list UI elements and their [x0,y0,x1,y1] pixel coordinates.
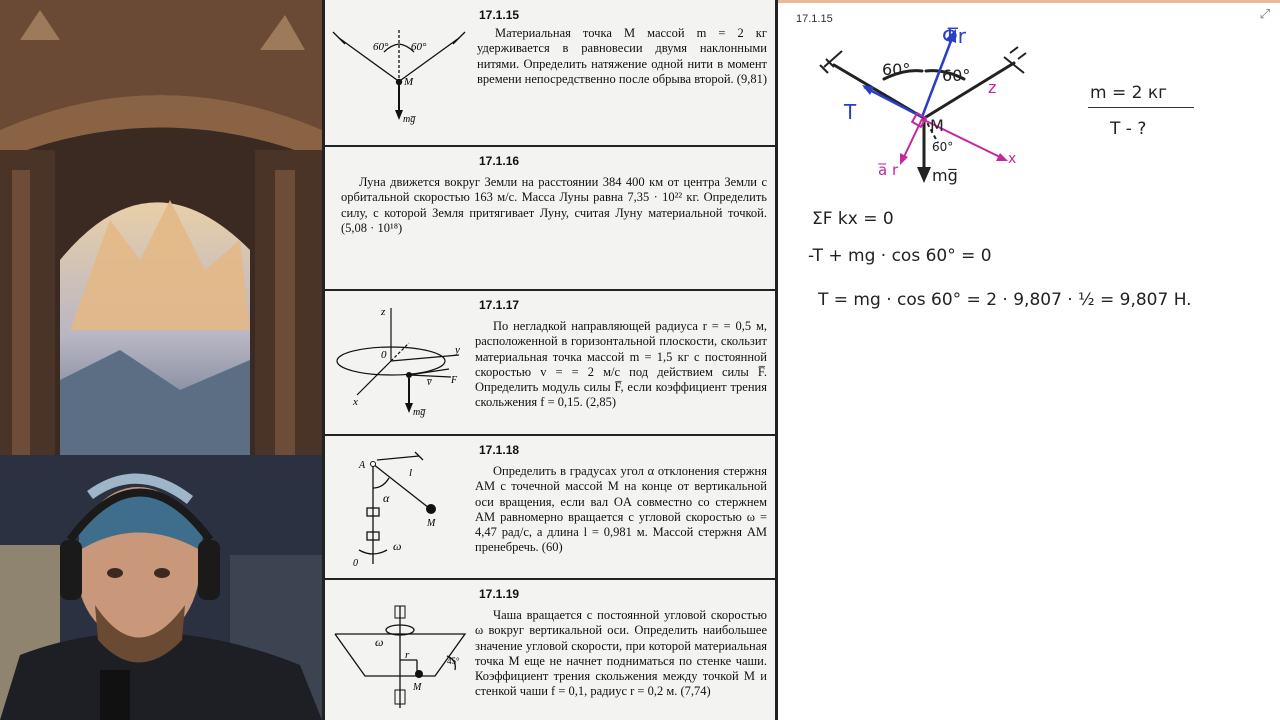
problem-number: 17.1.18 [479,443,520,457]
given-divider [1088,107,1194,108]
webcam-overlay [0,455,322,720]
velocity-label: v̅ [427,377,432,388]
problem-text: Материальная точка M массой m = 2 кг удерживается в равновесии двумя наклонными нитями. Определить натяжение одной нити в момент времени непосредственно после обрыва второй. (9,81) [477,26,767,86]
angle-label: 45° [447,656,460,666]
force-label: mg̅ [403,114,416,125]
figure-two-threads [329,30,469,130]
problem-text: Луна движется вокруг Земли на расстоянии 384 400 км от центра Земли с орбитальной скоростью 163 м/с. Масса Луны равна 7,35 · 10²² кг. Определить силу, с которой Земля притягивает Луну, считая Луну материальной точкой. (5,08 · 10¹⁸) [341,175,767,235]
problem-17-1-15 [325,0,775,147]
figure-rotating-rod [343,446,453,576]
equation-result: T = mg · cos 60° = 2 · 9,807 · ½ = 9,807 H. [818,290,1192,310]
problem-17-1-17 [325,291,775,436]
point-m-label: M [427,518,436,529]
streamer-avatar [0,455,322,720]
problem-number: 17.1.19 [479,587,520,601]
angle-label: 60° [411,41,427,53]
force-label: mg̅ [932,166,958,185]
equation-balance: -T + mg · cos 60° = 0 [808,246,992,266]
point-label: M [404,76,414,88]
whiteboard-notes[interactable] [778,0,1280,720]
omega-label: ω [375,635,384,649]
point-m-label: M [413,682,422,693]
force-f-label: F [451,375,458,386]
angle-label: 60° [942,66,971,85]
expand-icon[interactable]: ⤢ [1259,7,1270,22]
length-label: l [409,467,413,479]
alpha-label: α [383,491,390,505]
origin-label: 0 [381,349,387,361]
axis-x-label: x [1008,151,1017,167]
axis-x-label: x [353,396,358,408]
given-find: T - ? [1110,119,1147,139]
figure-rotating-bowl [331,604,471,714]
force-label: mg̅ [413,407,426,418]
radius-label: r [405,649,410,661]
figure-circular-guide [331,303,471,428]
tension-label: T [844,100,857,124]
problem-17-1-18 [325,436,775,580]
problem-number: 17.1.15 [479,8,520,22]
equation-sum-forces: ΣF kx = 0 [812,209,894,229]
notes-title: 17.1.15 [796,13,833,25]
problem-number: 17.1.16 [479,154,520,168]
textbook-page [322,0,778,720]
problem-text: Определить в градусах угол α отклонения стержня AM с точечной массой M на конце от вертикальной оси вращения, если вал OA совместно со стержнем AM равномерно вращается с угловой скоростью ω = 4,47 рад/с, а длина l = 0,981 м. Массой стержня AM пренебречь. (60) [475,464,767,555]
omega-label: ω [393,539,402,553]
angle-label: 60° [373,41,389,53]
problem-17-1-16 [325,147,775,291]
origin-label: 0 [353,558,358,569]
problem-number: 17.1.17 [479,298,520,312]
problem-text: Чаша вращается с постоянной угловой скоростью ω вокруг вертикальной оси. Определить наибольшее значение угловой скорости, при которой материальная точка M еще не начнет подниматься по стенке чаши. Коэффициент трения скольжения между точкой M и стенкой чаши f = 0,1, радиус r = 0,2 м. (7,74) [475,608,767,699]
inertia-force-label: Φ̅r [942,24,966,48]
angle-label: 60° [932,140,954,154]
hand-drawn-force-diagram [814,21,1044,196]
problem-17-1-19 [325,580,775,720]
given-mass: m = 2 кг [1090,83,1168,103]
axis-z-label: z [988,78,997,97]
axis-z-label: z [381,306,386,318]
acceleration-label: a̅ r [878,161,899,179]
angle-label: 60° [882,60,911,79]
axis-y-label: y [455,344,460,356]
point-a-label: A [359,460,366,471]
problem-text: По негладкой направляющей радиуса r = = 0,5 м, расположенной в горизонтальной плоскости, скользит материальная точка массой m = 1,5 кг с постоянной скоростью v = = 2 м/с под действием силы F̅. Определить модуль силы F̅, если коэффициент трения скольжения f = 0,15. (2,85) [475,319,767,410]
point-m-label: M [930,116,944,135]
